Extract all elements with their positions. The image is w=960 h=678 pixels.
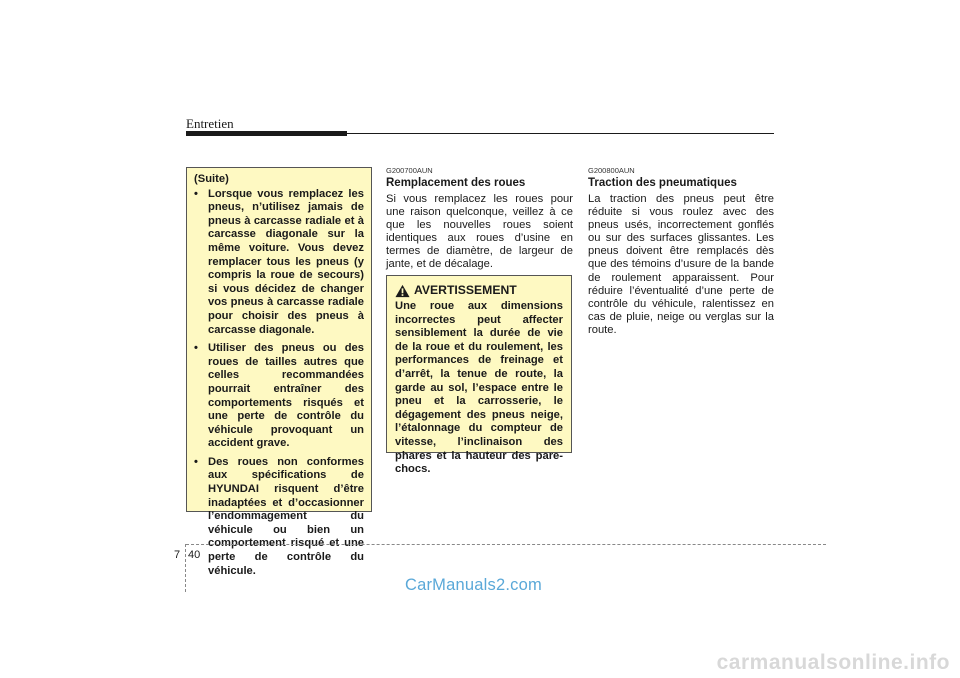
list-item-text: Lorsque vous remplacez les pneus, n’utilisez jamais de pneus à carcasse radiale et à carcasse diagonale sur la même voiture. Vous devez remplacer tous les pneus (y compris la roue de secours) si vous décidez de changer vos pneus à carcasse radiale pour choisir des pneus à carcasse diagonale. (208, 187, 364, 336)
page-number: 40 (188, 549, 201, 561)
section-title-traction: Traction des pneumatiques (588, 177, 737, 189)
warning-text: Une roue aux dimensions incorrectes peut affecter sensiblement la durée de vie de la roue et du roulement, les performances de freinage et d’arrêt, la tenue de route, la garde au sol, l’espace entre le pneu et la carrosserie, le dégagement des pneus neige, l’étalonnage du compteur de vitesse, l’inclinaison des phares et la hauteur des pare-chocs. (395, 300, 563, 476)
watermark-secondary: carmanualsonline.info (716, 651, 950, 674)
section-code-wheels: G200700AUN (386, 166, 433, 175)
warning-triangle-icon (395, 284, 410, 298)
bullet-icon: • (194, 187, 198, 200)
list-item-text: Des roues non conformes aux spécifications de HYUNDAI risquent d’être inadaptées et d’occasionner l’endommagement du véhicule ou bien un comportement risqué et une perte de contrôle du véhicule. (208, 455, 364, 577)
list-item (194, 456, 364, 578)
list-item (194, 188, 364, 338)
bullet-icon: • (194, 342, 198, 355)
section-body-wheels: Si vous remplacez les roues pour une raison quelconque, veillez à ce que les nouvelles roues soient identiques aux roues d’usine en termes de diamètre, de largeur de jante, et de décalage. (386, 193, 573, 271)
section-title-wheels: Remplacement des roues (386, 177, 526, 189)
continued-label: (Suite) (194, 173, 229, 185)
bullet-icon: • (194, 455, 198, 468)
header-bar-thick (186, 131, 347, 136)
section-body-traction: La traction des pneus peut être réduite si vous roulez avec des pneus usés, incorrectement gonflés ou sur des surfaces glissantes. Les pneus doivent être remplacés dès que des témoins d’usure de la bande de roulement apparaissent. Pour réduire l’éventualité d’une perte de contrôle du véhicule, ralentissez en cas de pluie, neige ou verglas sur la route. (588, 193, 774, 336)
watermark-link[interactable]: CarManuals2.com (405, 576, 542, 594)
page-header-title: Entretien (186, 116, 234, 131)
chapter-number: 7 (174, 549, 181, 561)
list-item-text: Utiliser des pneus ou des roues de tailles autres que celles recommandées pourrait entraîner des comportements risqués et une perte de contrôle du véhicule provoquant un accident grave. (208, 342, 364, 450)
warning-list (194, 188, 364, 579)
list-item (194, 342, 364, 451)
section-code-traction: G200800AUN (588, 166, 635, 175)
footer-vertical-divider (185, 544, 186, 592)
warning-header (395, 284, 563, 298)
footer-divider (186, 544, 826, 545)
header-bar-thin (347, 133, 774, 134)
warning-title: AVERTISSEMENT (414, 283, 517, 298)
warning-box (386, 275, 572, 476)
